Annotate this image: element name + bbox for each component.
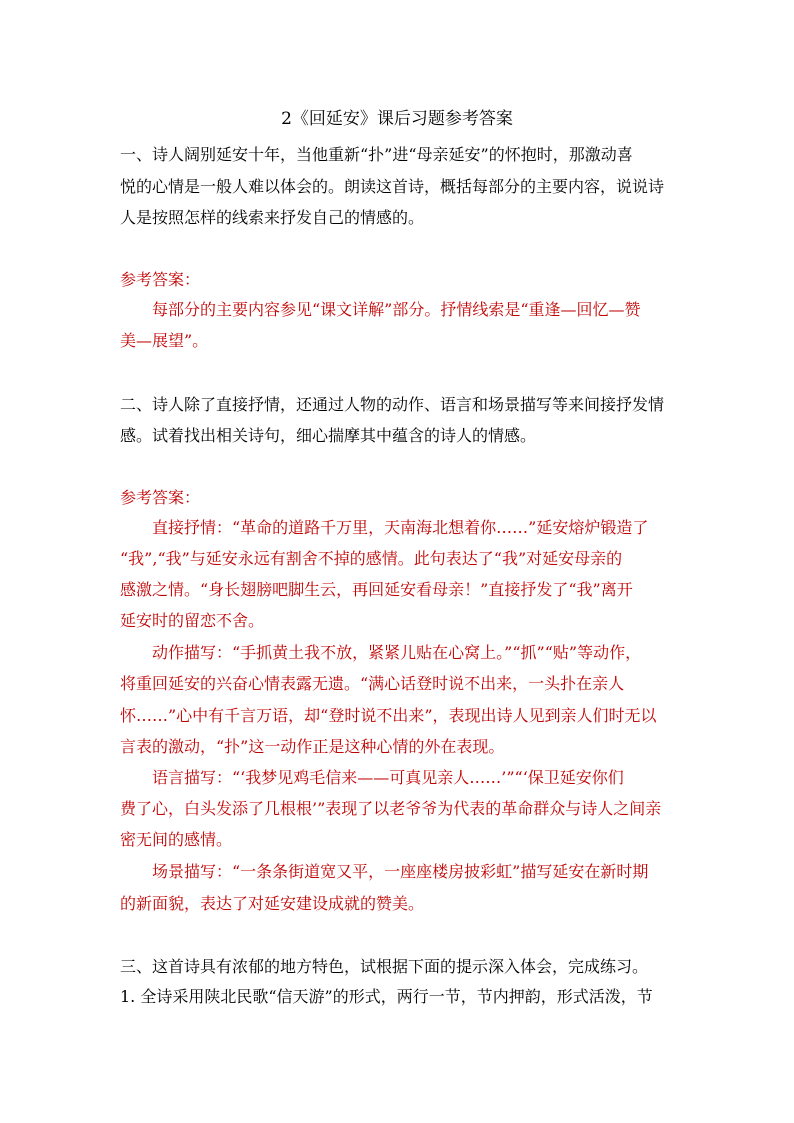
answer-2-line-7: 怀……”心中有千言万语，却“登时说不出来”，表现出诗人见到亲人们时无以 — [120, 706, 657, 725]
answer-2-line-10: 费了心，白头发添了几根根’”表现了以老爷爷为代表的革命群众与诗人之间亲 — [120, 799, 662, 818]
answer-1-label: 参考答案： — [120, 270, 201, 289]
question-2-line-2: 感。试着找出相关诗句，细心揣摩其中蕴含的诗人的情感。 — [120, 426, 537, 445]
answer-2-line-2: “我”,“我”与延安永远有割舍不掉的感情。此句表达了“我”对延安母亲的 — [120, 549, 623, 568]
question-2-line-1: 二、诗人除了直接抒情，还通过人物的动作、语言和场景描写等来间接抒发情 — [120, 395, 665, 414]
question-3-line-1: 三、这首诗具有浓郁的地方特色，试根据下面的提示深入体会，完成练习。 — [120, 957, 649, 976]
answer-2-line-3: 感激之情。“身长翅膀吧脚生云，再回延安看母亲！”直接抒发了“我”离开 — [120, 580, 633, 599]
question-3-line-2: 1. 全诗采用陕北民歌“信天游”的形式，两行一节，节内押韵，形式活泼，节 — [120, 987, 653, 1006]
answer-2-label: 参考答案： — [120, 488, 201, 507]
answer-2-line-12: 场景描写：“一条条街道宽又平，一座座楼房披彩虹”描写延安在新时期 — [152, 862, 649, 881]
answer-2-line-1: 直接抒情：“革命的道路千万里，天南海北想着你……”延安熔炉锻造了 — [152, 518, 649, 537]
question-1-line-3: 人是按照怎样的线索来抒发自己的情感的。 — [120, 208, 425, 227]
question-1-line-2: 悦的心情是一般人难以体会的。朗读这首诗，概括每部分的主要内容，说说诗 — [120, 177, 665, 196]
answer-2-line-5: 动作描写：“手抓黄土我不放，紧紧儿贴在心窝上。”“抓”“贴”等动作， — [152, 643, 642, 662]
answer-2-line-11: 密无间的感情。 — [120, 830, 233, 849]
answer-2-line-4: 延安时的留恋不舍。 — [120, 611, 265, 630]
answer-2-line-8: 言表的激动，“扑”这一动作正是这种心情的外在表现。 — [120, 737, 505, 756]
document-title: 2《回延安》课后习题参考答案 — [281, 109, 513, 129]
answer-1-line-1: 每部分的主要内容参见“课文详解”部分。抒情线索是“重逢—回忆—赞 — [152, 300, 641, 319]
answer-1-line-2: 美—展望”。 — [120, 331, 209, 350]
question-1-line-1: 一、诗人阔别延安十年，当他重新“扑”进“母亲延安”的怀抱时，那激动喜 — [120, 145, 633, 164]
answer-2-line-9: 语言描写：“‘我梦见鸡毛信来——可真见亲人……’”“‘保卫延安你们 — [152, 768, 624, 787]
answer-2-line-6: 将重回延安的兴奋心情表露无遗。“满心话登时说不出来，一头扑在亲人 — [120, 674, 625, 693]
answer-2-line-13: 的新面貌，表达了对延安建设成就的赞美。 — [120, 894, 425, 913]
